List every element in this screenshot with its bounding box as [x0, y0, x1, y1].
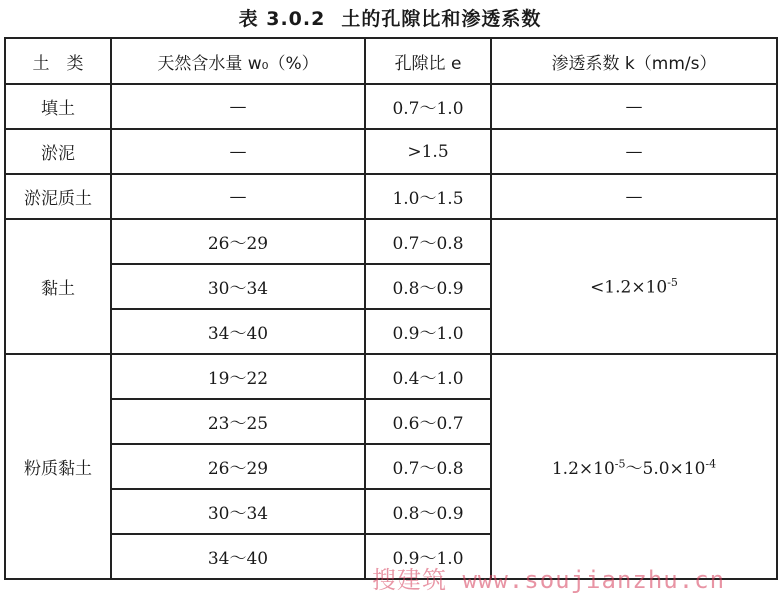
permeability-cell: — — [491, 129, 777, 174]
table-title-text: 土的孔隙比和渗透系数 — [341, 8, 542, 30]
water-content-cell: 26～29 — [111, 444, 365, 489]
void-ratio-cell: 0.9～1.0 — [365, 534, 491, 579]
soil-type-cell: 淤泥 — [5, 129, 111, 174]
table-row — [5, 84, 777, 129]
water-content-cell: 30～34 — [111, 264, 365, 309]
permeability-high-exponent: -4 — [705, 457, 717, 471]
header-void-ratio: 孔隙比 e — [365, 38, 491, 84]
soil-type-cell: 粉质黏土 — [5, 354, 111, 579]
permeability-high-value: ～5.0×10 — [625, 459, 706, 479]
permeability-cell: — — [491, 174, 777, 219]
permeability-low-value: 1.2×10 — [551, 459, 615, 479]
permeability-low-exponent: -5 — [614, 457, 626, 471]
header-soil-type: 土 类 — [5, 38, 111, 84]
table-title — [0, 4, 780, 31]
water-content-cell: 30～34 — [111, 489, 365, 534]
water-content-cell: 19～22 — [111, 354, 365, 399]
watermark: 搜建筑 www.soujianzhu.cn — [372, 566, 726, 594]
void-ratio-cell: 0.9～1.0 — [365, 309, 491, 354]
void-ratio-cell: 0.7～0.8 — [365, 219, 491, 264]
table-row — [5, 129, 777, 174]
void-ratio-cell: 0.6～0.7 — [365, 399, 491, 444]
void-ratio-cell: 0.8～0.9 — [365, 489, 491, 534]
permeability-value: <1.2×10 — [590, 277, 668, 298]
table-number: 表 3.0.2 — [238, 8, 326, 30]
void-ratio-cell: 0.7～1.0 — [365, 84, 491, 129]
soil-type-cell: 填土 — [5, 84, 111, 129]
void-ratio-cell: 1.0～1.5 — [365, 174, 491, 219]
void-ratio-cell: 0.7～0.8 — [365, 444, 491, 489]
header-water-content: 天然含水量 w₀（%） — [111, 38, 365, 84]
table-row — [5, 174, 777, 219]
soil-type-cell: 黏土 — [5, 219, 111, 354]
void-ratio-cell: 0.4～1.0 — [365, 354, 491, 399]
permeability-cell — [491, 219, 777, 354]
permeability-cell — [491, 354, 777, 579]
permeability-cell: — — [491, 84, 777, 129]
void-ratio-cell: 0.8～0.9 — [365, 264, 491, 309]
permeability-exponent: -5 — [667, 275, 678, 289]
table-row — [5, 219, 777, 264]
header-permeability: 渗透系数 k（mm/s） — [491, 38, 777, 84]
water-content-cell: 26～29 — [111, 219, 365, 264]
table-header-row — [5, 38, 777, 84]
water-content-cell: 34～40 — [111, 309, 365, 354]
soil-type-cell: 淤泥质土 — [5, 174, 111, 219]
void-ratio-cell: >1.5 — [365, 129, 491, 174]
water-content-cell: 34～40 — [111, 534, 365, 579]
water-content-cell: — — [111, 84, 365, 129]
soil-properties-table — [4, 37, 778, 580]
table-row — [5, 354, 777, 399]
water-content-cell: — — [111, 129, 365, 174]
water-content-cell: 23～25 — [111, 399, 365, 444]
water-content-cell: — — [111, 174, 365, 219]
